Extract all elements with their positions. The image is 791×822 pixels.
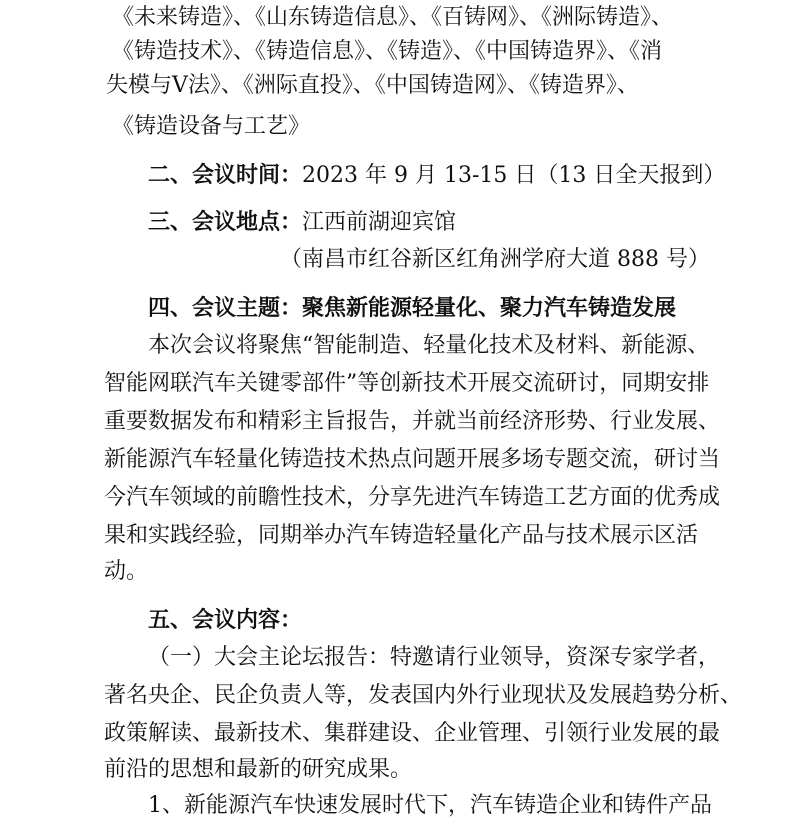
media-list-line-1: 《未来铸造》、《山东铸造信息》、《百铸网》、《洲际铸造》、	[112, 5, 674, 30]
theme-paragraph-line: 动。	[104, 559, 149, 584]
meeting-theme-heading: 四、会议主题：聚焦新能源轻量化、聚力汽车铸造发展	[148, 295, 677, 321]
theme-paragraph-line: 新能源汽车轻量化铸造技术热点问题开展多场专题交流，研讨当	[104, 447, 721, 472]
theme-paragraph-line: 今汽车领域的前瞻性技术，分享先进汽车铸造工艺方面的优秀成	[104, 485, 721, 510]
content-item1-line: 著名央企、民企负责人等，发表国内外行业现状及发展趋势分析、	[104, 683, 743, 708]
meeting-location-address: （南昌市红谷新区红角洲学府大道 888 号）	[280, 247, 710, 272]
meeting-location-value: 江西前湖迎宾馆	[302, 210, 457, 235]
meeting-time-value: 2023 年 9 月 13-15 日（13 日全天报到）	[302, 163, 726, 188]
meeting-location-row	[148, 206, 456, 238]
media-list-line-2: 《铸造技术》、《铸造信息》、《铸造》、《中国铸造界》、《消	[112, 39, 663, 64]
content-item1-line: （一）大会主论坛报告：特邀请行业领导，资深专家学者，	[148, 645, 721, 670]
theme-paragraph-line: 智能网联汽车关键零部件”等创新技术开展交流研讨，同期安排	[104, 371, 710, 396]
content-item1-line: 政策解读、最新技术、集群建设、企业管理、引领行业发展的最	[104, 721, 721, 746]
theme-paragraph-line: 重要数据发布和精彩主旨报告，并就当前经济形势、行业发展、	[104, 409, 721, 434]
content-item1-line: 前沿的思想和最新的研究成果。	[104, 757, 413, 782]
content-subitem-1: 1、新能源汽车快速发展时代下，汽车铸造企业和铸件产品	[148, 793, 712, 818]
theme-paragraph-line: 本次会议将聚焦“智能制造、轻量化技术及材料、新能源、	[148, 333, 710, 358]
meeting-time-row	[148, 159, 725, 191]
media-list-line-4: 《铸造设备与工艺》	[112, 114, 311, 139]
meeting-location-label: 三、会议地点：	[148, 209, 303, 235]
meeting-content-heading: 五、会议内容：	[148, 607, 303, 633]
media-list-line-3: 失模与V法》、《洲际直投》、《中国铸造网》、《铸造界》、	[106, 73, 639, 98]
meeting-time-label: 二、会议时间：	[148, 162, 303, 188]
theme-paragraph-line: 果和实践经验，同期举办汽车铸造轻量化产品与技术展示区活	[104, 523, 699, 548]
